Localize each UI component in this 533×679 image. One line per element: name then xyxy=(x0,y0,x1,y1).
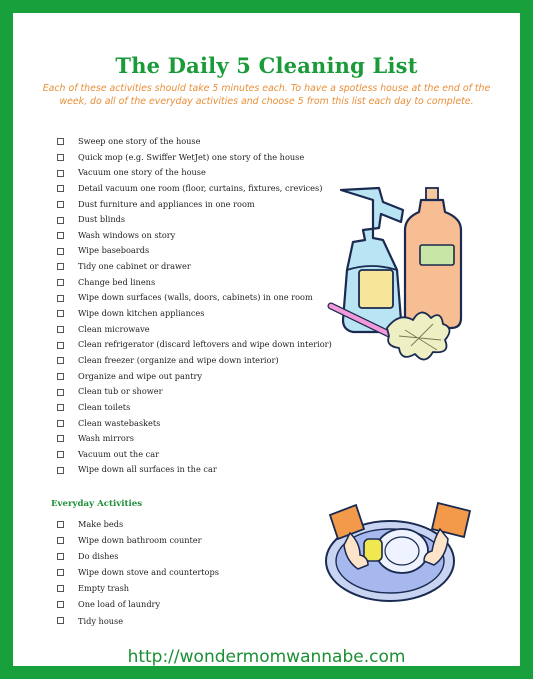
daily-task-item xyxy=(57,306,332,322)
daily-task-item-label: Wash mirrors xyxy=(78,433,134,444)
everyday-heading: Everyday Activities xyxy=(51,499,143,509)
page-title: The Daily 5 Cleaning List xyxy=(115,53,418,78)
daily-task-item-label: Wipe down kitchen appliances xyxy=(78,308,205,319)
daily-task-item xyxy=(57,400,332,416)
checkbox-icon[interactable] xyxy=(57,248,64,255)
checkbox-icon[interactable] xyxy=(57,357,64,364)
everyday-task-item-label: One load of laundry xyxy=(78,599,161,610)
checkbox-icon[interactable] xyxy=(57,585,64,592)
everyday-task-item xyxy=(57,580,219,596)
daily-task-item xyxy=(57,384,332,400)
daily-task-item xyxy=(57,416,332,432)
everyday-task-item-label: Do dishes xyxy=(78,551,119,562)
checkbox-icon[interactable] xyxy=(57,342,64,349)
daily-task-item xyxy=(57,165,332,181)
everyday-task-item xyxy=(57,613,219,629)
checkbox-icon[interactable] xyxy=(57,521,64,528)
daily-task-item-label: Vacuum out the car xyxy=(78,448,160,459)
daily-task-item-label: Wipe down surfaces (walls, doors, cabinets) in one room xyxy=(78,292,313,303)
daily-task-item-label: Clean toilets xyxy=(78,401,131,412)
everyday-task-item-label: Empty trash xyxy=(78,583,130,594)
daily-task-item xyxy=(57,462,332,478)
checkbox-icon[interactable] xyxy=(57,601,64,608)
checkbox-icon[interactable] xyxy=(57,420,64,427)
checkbox-icon[interactable] xyxy=(57,279,64,286)
daily-task-item xyxy=(57,134,332,150)
daily-task-item xyxy=(57,290,332,306)
checkbox-icon[interactable] xyxy=(57,537,64,544)
daily-task-item-label: Sweep one story of the house xyxy=(78,136,201,146)
checkbox-icon[interactable] xyxy=(57,170,64,177)
daily-task-item-label: Organize and wipe out pantry xyxy=(78,370,203,381)
everyday-task-item-label: Tidy house xyxy=(78,615,124,626)
everyday-task-item xyxy=(57,548,219,564)
checkbox-icon[interactable] xyxy=(57,263,64,270)
daily-task-item xyxy=(57,322,332,338)
daily-task-item-label: Change bed linens xyxy=(78,276,156,287)
daily-task-item-label: Clean freezer (organize and wipe down interior) xyxy=(78,354,279,365)
checkbox-icon[interactable] xyxy=(57,569,64,576)
checkbox-icon[interactable] xyxy=(57,310,64,317)
checkbox-icon[interactable] xyxy=(57,154,64,161)
daily-task-item xyxy=(57,337,332,353)
daily-task-item xyxy=(57,212,332,228)
everyday-task-item xyxy=(57,596,219,612)
daily-task-item xyxy=(57,259,332,275)
checkbox-icon[interactable] xyxy=(57,617,64,624)
checkbox-icon[interactable] xyxy=(57,201,64,208)
dishwashing-icon xyxy=(320,499,480,609)
daily-task-item-label: Dust furniture and appliances in one room xyxy=(78,198,255,209)
daily-task-item xyxy=(57,181,332,197)
everyday-task-item xyxy=(57,532,219,548)
daily-task-item xyxy=(57,431,332,447)
cleaning-supplies-icon xyxy=(313,170,463,370)
daily-task-item xyxy=(57,228,332,244)
everyday-task-item xyxy=(57,516,219,532)
checkbox-icon[interactable] xyxy=(57,138,64,145)
daily-task-item xyxy=(57,197,332,213)
footer-url[interactable]: http://wondermomwannabe.com xyxy=(127,647,406,667)
duster-icon xyxy=(387,312,450,359)
daily-task-item-label: Quick mop (e.g. Swiffer WetJet) one story of the house xyxy=(78,151,305,162)
everyday-task-item-label: Make beds xyxy=(78,519,124,529)
daily-task-item xyxy=(57,353,332,369)
daily-task-item-label: Detail vacuum one room (floor, curtains, fixtures, crevices) xyxy=(78,182,323,193)
daily-task-item-label: Wipe down all surfaces in the car xyxy=(78,464,217,475)
checkbox-icon[interactable] xyxy=(57,435,64,442)
everyday-activities-list xyxy=(57,516,219,629)
daily-task-item-label: Dust blinds xyxy=(78,214,126,225)
daily-task-item xyxy=(57,243,332,259)
daily-task-item-label: Wash windows on story xyxy=(78,229,176,240)
checkbox-icon[interactable] xyxy=(57,232,64,239)
checkbox-icon[interactable] xyxy=(57,451,64,458)
daily-task-item-label: Vacuum one story of the house xyxy=(78,167,206,178)
daily-task-item xyxy=(57,447,332,463)
checkbox-icon[interactable] xyxy=(57,389,64,396)
checkbox-icon[interactable] xyxy=(57,467,64,474)
checkbox-icon[interactable] xyxy=(57,404,64,411)
daily-task-item-label: Clean tub or shower xyxy=(78,386,163,397)
checkbox-icon[interactable] xyxy=(57,185,64,192)
checkbox-icon[interactable] xyxy=(57,373,64,380)
daily-task-item xyxy=(57,150,332,166)
daily-cleaning-list xyxy=(57,134,332,478)
everyday-task-item xyxy=(57,564,219,580)
daily-task-item-label: Clean microwave xyxy=(78,323,150,334)
daily-task-item xyxy=(57,369,332,385)
intro-text: Each of these activities should take 5 minutes each. To have a spotless house at the end of the week, do all of the everyday activities and choose 5 from this list each day to complete. xyxy=(42,83,491,107)
daily-task-item-label: Tidy one cabinet or drawer xyxy=(78,261,191,272)
everyday-task-item-label: Wipe down bathroom counter xyxy=(78,535,202,546)
checkbox-icon[interactable] xyxy=(57,553,64,560)
daily-task-item-label: Clean wastebaskets xyxy=(78,417,161,428)
checkbox-icon[interactable] xyxy=(57,295,64,302)
daily-task-item-label: Clean refrigerator (discard leftovers and wipe down interior) xyxy=(78,339,332,350)
checkbox-icon[interactable] xyxy=(57,217,64,224)
everyday-task-item-label: Wipe down stove and countertops xyxy=(78,567,219,578)
daily-task-item-label: Wipe baseboards xyxy=(78,245,150,256)
checkbox-icon[interactable] xyxy=(57,326,64,333)
daily-task-item xyxy=(57,275,332,291)
